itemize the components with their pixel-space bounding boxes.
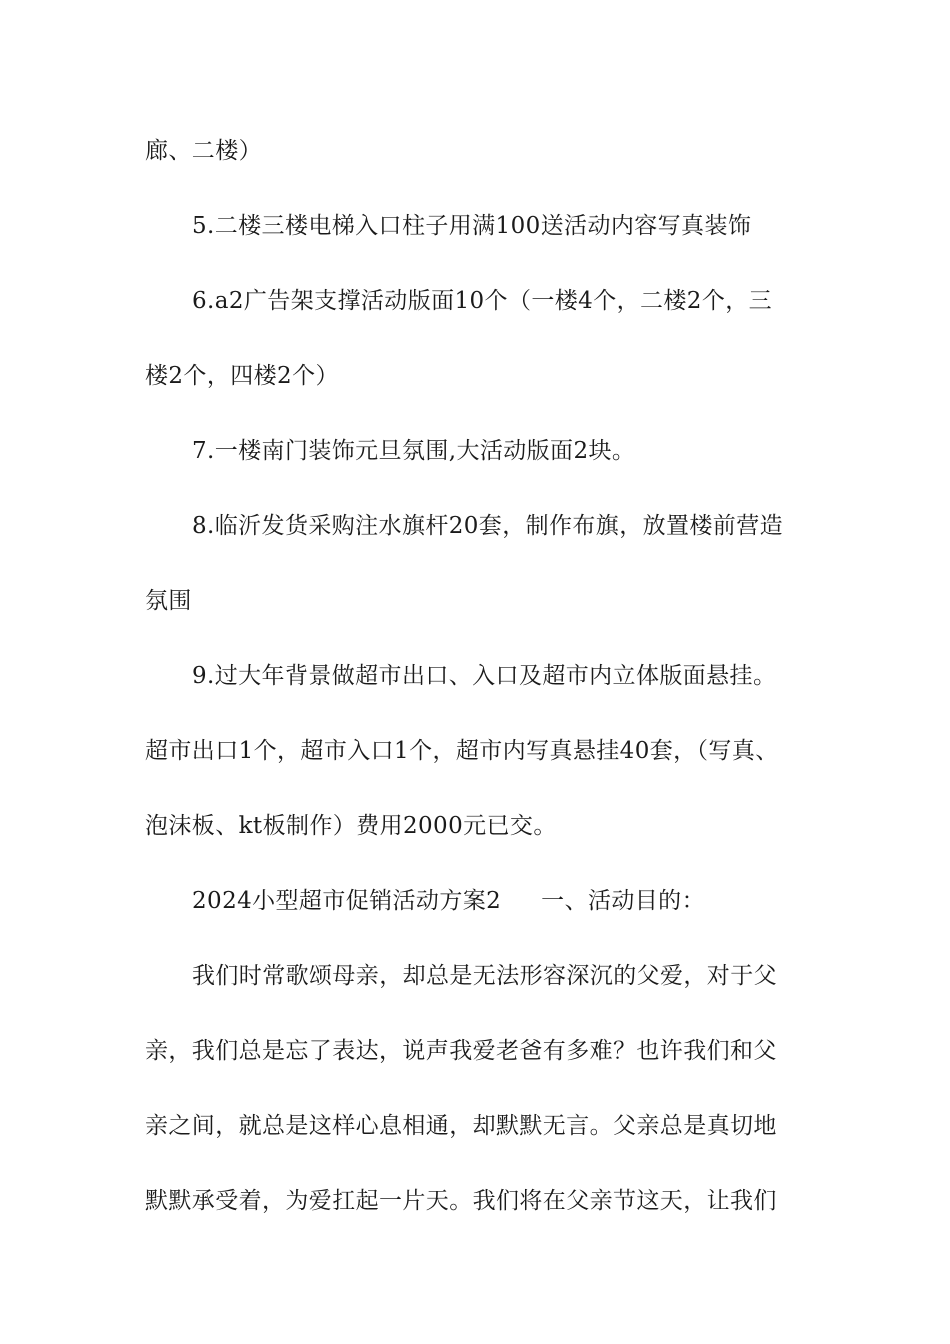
section-title-purpose: 一、活动目的： [541, 888, 705, 914]
paragraph-line-4: 默默承受着，为爱扛起一片天。我们将在父亲节这天，让我们 [145, 1188, 777, 1214]
list-item-9-continuation-2: 泡沫板、kt板制作）费用2000元已交。 [145, 813, 557, 839]
text-line-continuation: 廊、二楼） [145, 138, 262, 164]
list-item-5: 5.二楼三楼电梯入口柱子用满100送活动内容写真装饰 [192, 213, 752, 239]
paragraph-line-2: 亲，我们总是忘了表达，说声我爱老爸有多难？也许我们和父 [145, 1038, 777, 1064]
list-item-6-continuation: 楼2个，四楼2个） [145, 363, 339, 389]
list-item-9-continuation-1: 超市出口1个，超市入口1个，超市内写真悬挂40套，（写真、 [145, 738, 779, 764]
section-heading [192, 886, 705, 916]
plan-title: 2024小型超市促销活动方案2 [192, 888, 502, 914]
paragraph-line-1: 我们时常歌颂母亲，却总是无法形容深沉的父爱，对于父 [192, 963, 777, 989]
list-item-9: 9.过大年背景做超市出口、入口及超市内立体版面悬挂。 [192, 663, 777, 689]
list-item-8: 8.临沂发货采购注水旗杆20套，制作布旗，放置楼前营造 [192, 513, 784, 539]
paragraph-line-3: 亲之间，就总是这样心息相通，却默默无言。父亲总是真切地 [145, 1113, 777, 1139]
list-item-7: 7.一楼南门装饰元旦氛围,大活动版面2块。 [192, 438, 636, 464]
list-item-6: 6.a2广告架支撑活动版面10个（一楼4个，二楼2个，三 [192, 288, 773, 314]
list-item-8-continuation: 氛围 [145, 588, 192, 614]
